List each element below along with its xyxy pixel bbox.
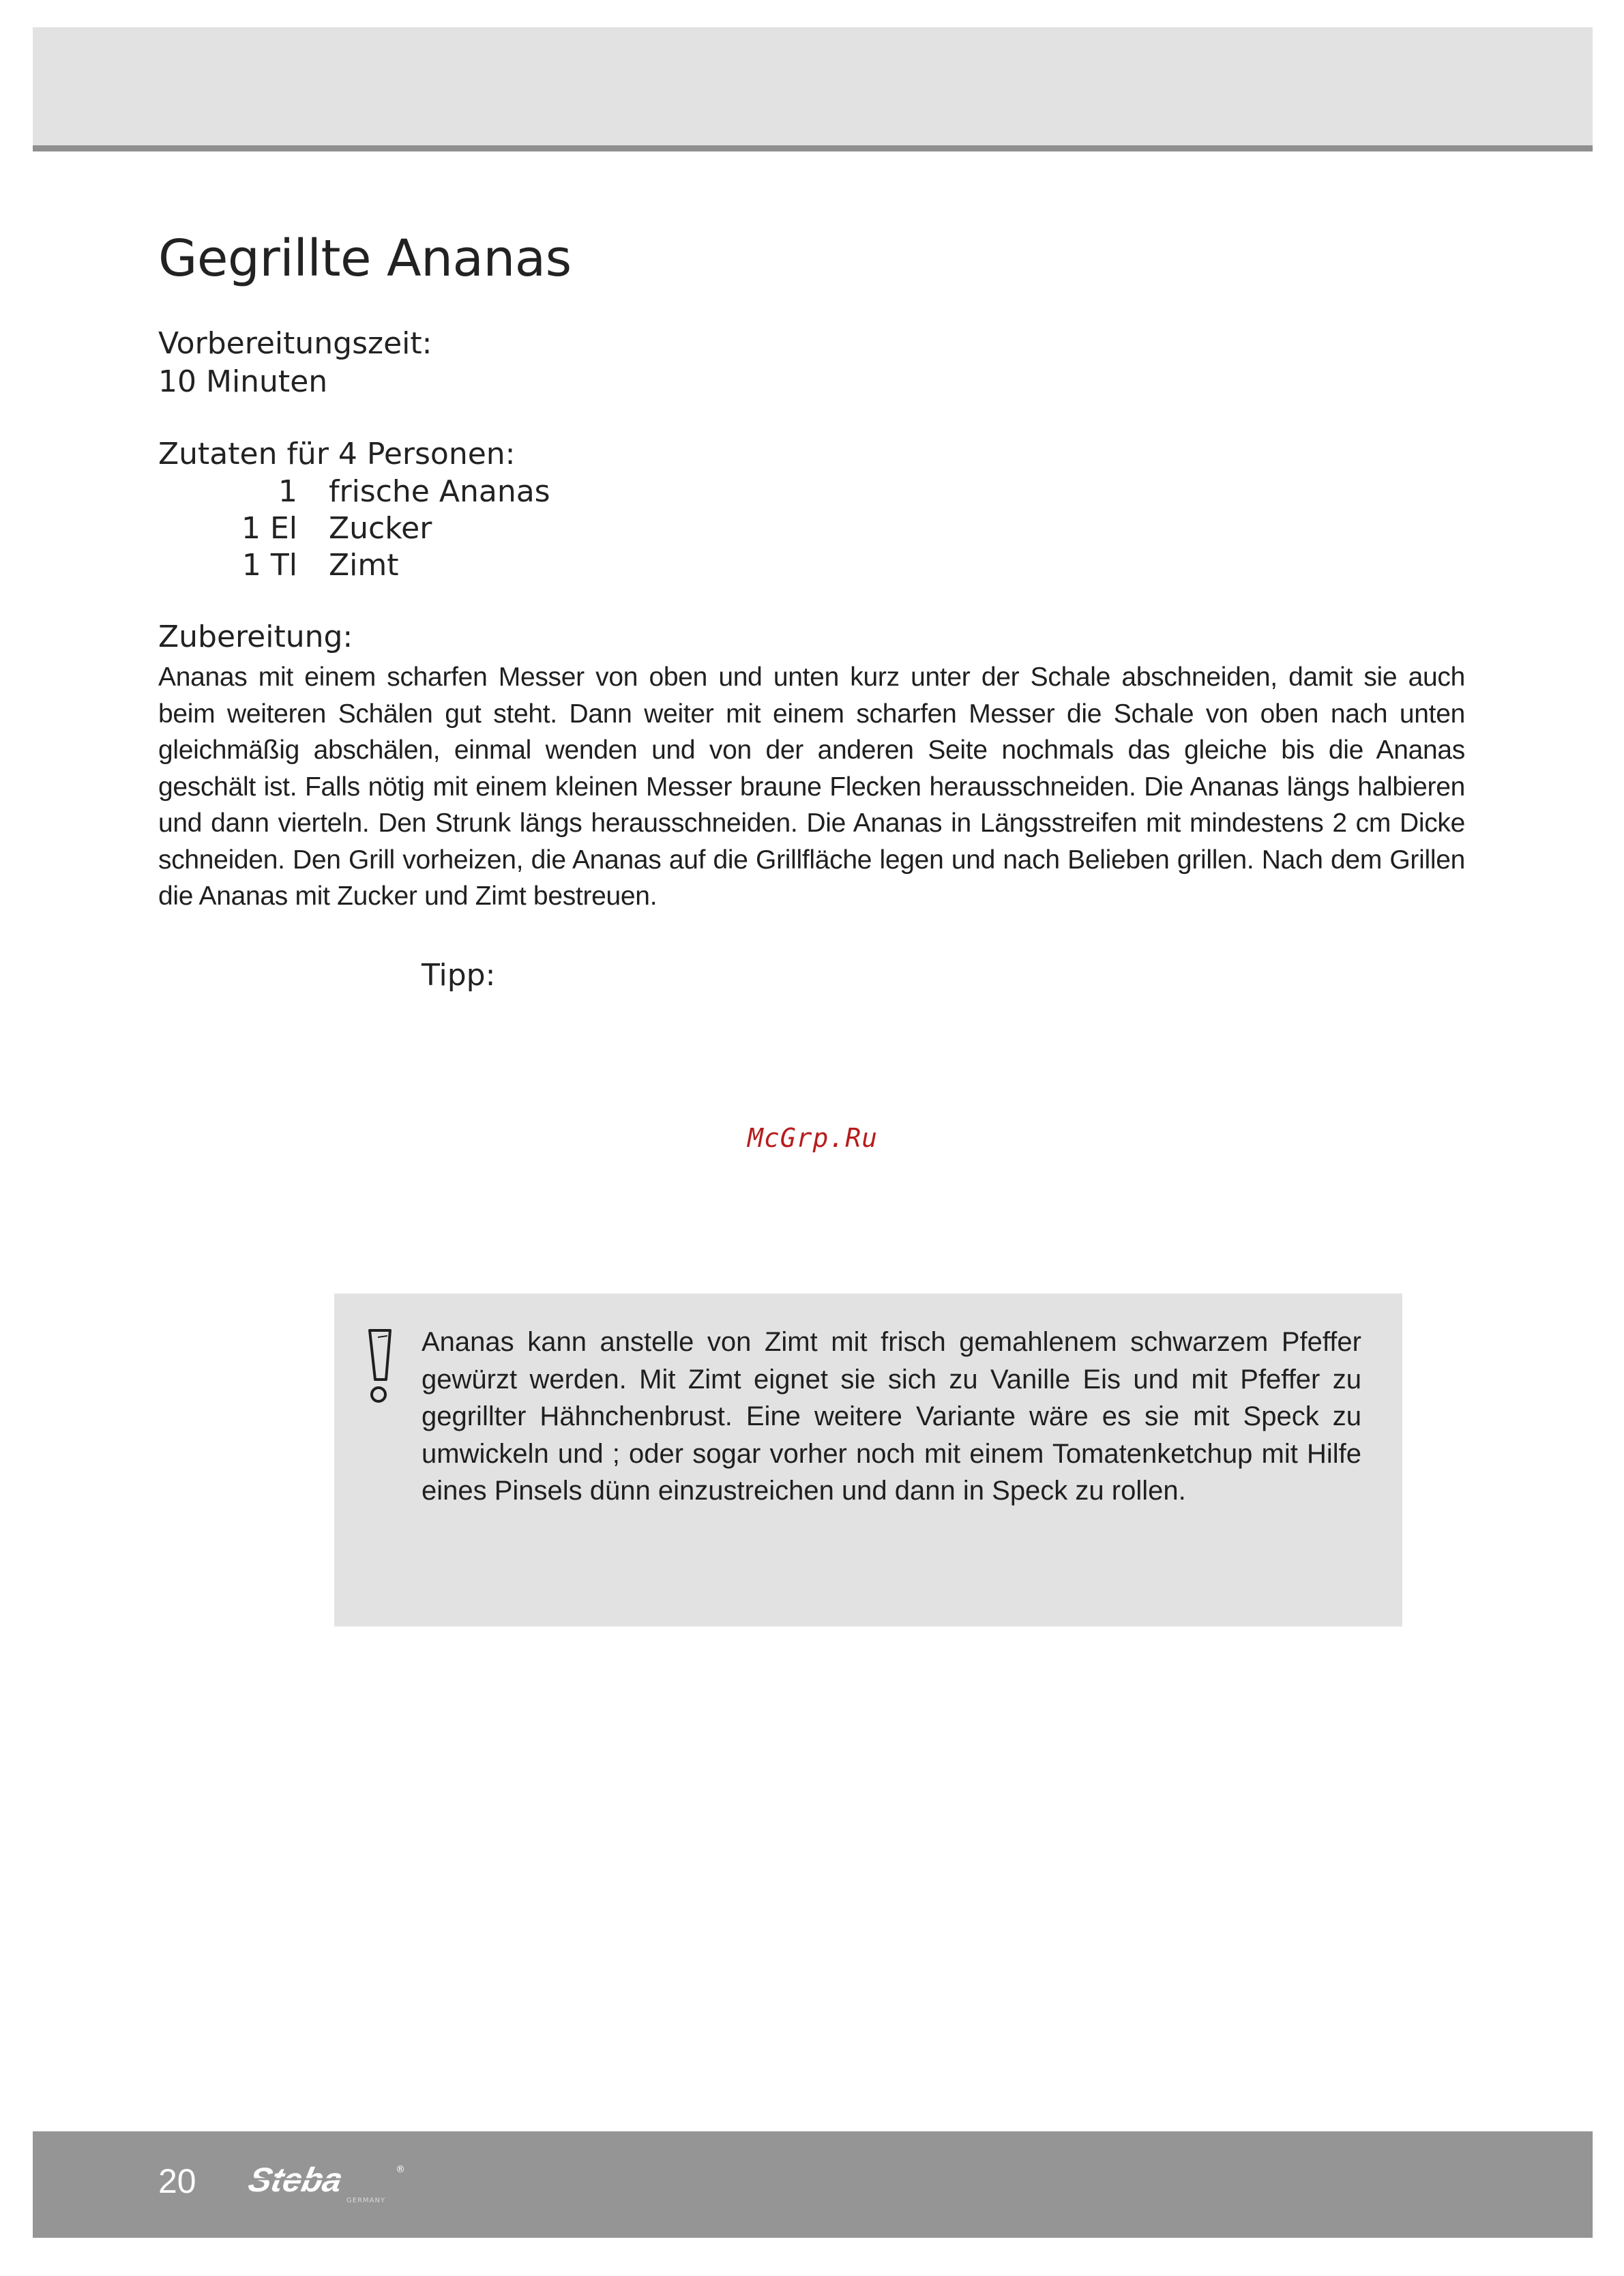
exclamation-icon <box>363 1326 396 1407</box>
ingredient-row <box>158 473 550 510</box>
prep-time-label: Vorbereitungszeit: <box>158 326 432 361</box>
ingredient-item: Zimt <box>329 548 399 583</box>
ingredients-list <box>158 473 550 584</box>
tip-text: Ananas kann anstelle von Zimt mit frisch gemahlenem schwarzem Pfeffer gewürzt werden. Mit Zimt eignet sie sich zu Vanille Eis und mit Pfeffer zu gegrillter Hähnchenbrust. Eine weitere Variante wäre es sie mit Speck zu umwickeln und ; oder sogar vorher noch mit einem Tomatenketchup mit Hilfe eines Pinsels dünn einzustreichen und dann in Speck zu rollen. <box>422 1327 1361 1506</box>
tip-label: Tipp: <box>422 958 496 993</box>
preparation-label: Zubereitung: <box>158 619 353 654</box>
ingredient-qty: 1 Tl <box>241 548 297 583</box>
ingredient-item: frische Ananas <box>329 474 550 509</box>
page-title: Gegrillte Ananas <box>158 229 572 288</box>
tip-box <box>334 1294 1402 1626</box>
watermark[interactable]: McGrp.Ru <box>748 1123 879 1153</box>
svg-text:®: ® <box>396 2164 405 2175</box>
svg-text:Steba: Steba <box>245 2160 346 2199</box>
steba-logo <box>244 2159 415 2213</box>
prep-time-section <box>158 325 432 401</box>
ingredient-qty: 1 El <box>241 511 297 546</box>
footer-band <box>33 2131 1593 2238</box>
svg-text:GERMANY: GERMANY <box>346 2197 386 2204</box>
prep-time-value: 10 Minuten <box>158 364 328 399</box>
preparation-text: Ananas mit einem scharfen Messer von oben und unten kurz unter der Schale abschneiden, damit sie auch beim weiteren Schälen gut steht. Dann weiter mit einem scharfen Messer die Schale von oben nach unten gleichmäßig abschälen, einmal wenden und von der anderen Seite nochmals das gleiche bis die Ananas geschält ist. Falls nötig mit einem kleinen Messer braune Flecken herausschneiden. Die Ananas längs halbieren und dann vierteln. Den Strunk längs herausschneiden. Die Ananas in Längsstreifen mit mindestens 2 cm Dicke schneiden. Den Grill vorheizen, die Ananas auf die Grillfläche legen und nach Belieben grillen. Nach dem Grillen die Ananas mit Zucker und Zimt bestreuen. <box>158 662 1465 911</box>
header-band <box>33 27 1593 151</box>
page-number: 20 <box>158 2162 196 2200</box>
ingredient-row <box>158 510 550 547</box>
ingredient-row <box>158 547 550 584</box>
ingredient-qty: 1 <box>278 474 297 509</box>
ingredients-label: Zutaten für 4 Personen: <box>158 437 516 471</box>
ingredient-item: Zucker <box>329 511 432 546</box>
